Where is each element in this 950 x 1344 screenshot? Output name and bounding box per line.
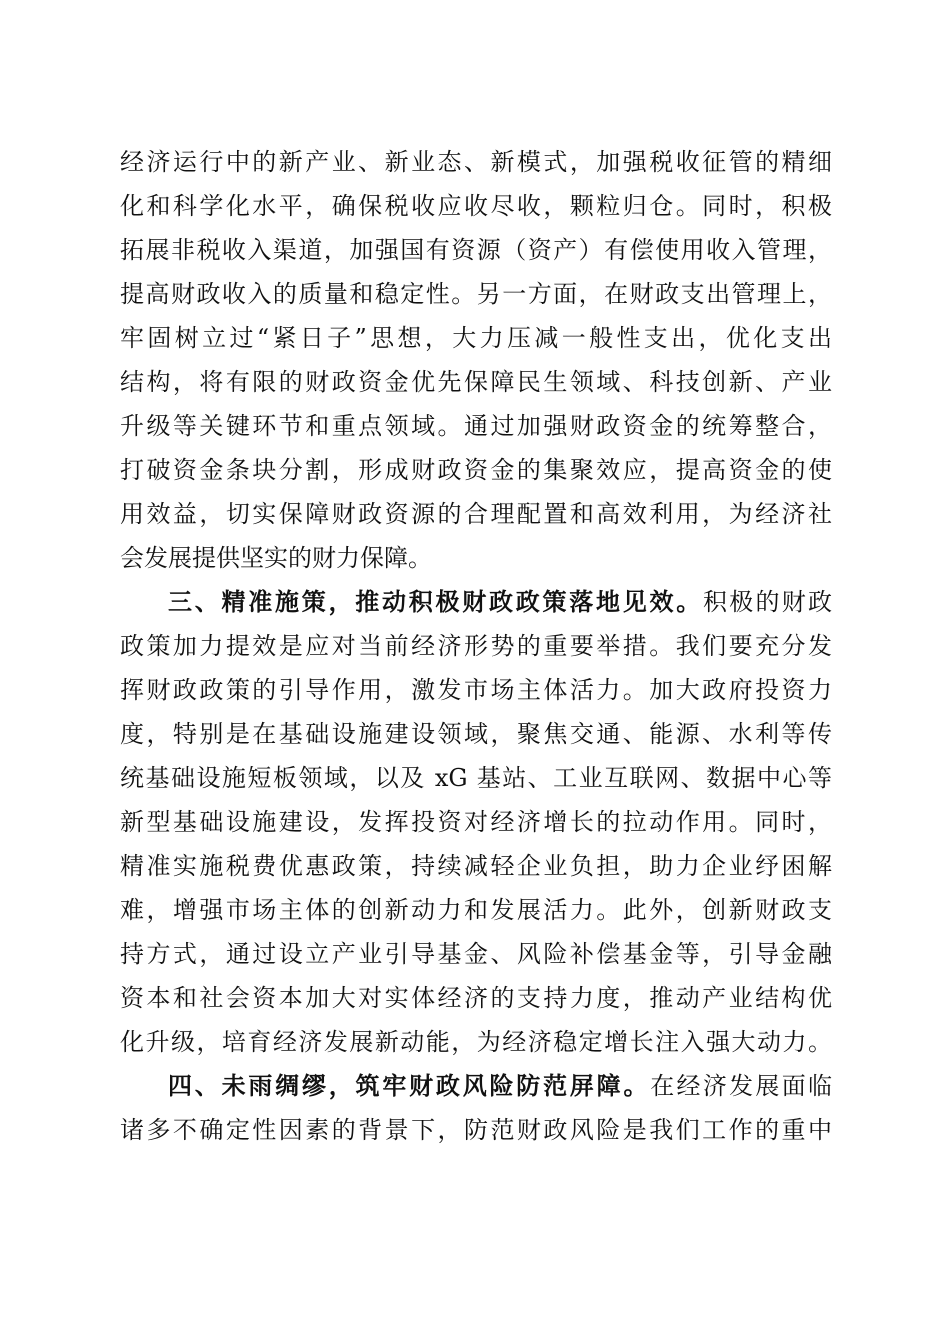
section-heading-three: 三、精准施策，推动积极财政政策落地见效。 (168, 588, 703, 616)
text-line: 结构，将有限的财政资金优先保障民生领域、科技创新、产业 (120, 368, 832, 396)
text-line: 精准实施税费优惠政策，持续减轻企业负担，助力企业纾困解 (120, 852, 832, 880)
text-line: 化升级，培育经济发展新动能，为经济稳定增长注入强大动力。 (120, 1028, 832, 1056)
text-line: 挥财政政策的引导作用，激发市场主体活力。加大政府投资力 (120, 676, 832, 704)
text-span: 在经济发展面临 (650, 1072, 832, 1100)
text-line: 度，特别是在基础设施建设领域，聚焦交通、能源、水利等传 (120, 720, 832, 748)
paragraph-first-line (120, 580, 832, 624)
paragraph-risk-prevention (120, 1064, 832, 1152)
paragraph-fiscal-management (120, 140, 832, 580)
text-line: 提高财政收入的质量和稳定性。另一方面，在财政支出管理上， (120, 280, 832, 308)
section-heading-four: 四、未雨绸缪，筑牢财政风险防范屏障。 (168, 1072, 651, 1100)
text-line: 政策加力提效是应对当前经济形势的重要举措。我们要充分发 (120, 632, 832, 660)
text-line: 诸多不确定性因素的背景下，防范财政风险是我们工作的重中 (120, 1116, 832, 1144)
text-line: 统基础设施短板领域，以及 xG 基站、工业互联网、数据中心等 (120, 764, 832, 792)
text-line: 升级等关键环节和重点领域。通过加强财政资金的统筹整合， (120, 412, 832, 440)
text-line: 资本和社会资本加大对实体经济的支持力度，推动产业结构优 (120, 984, 832, 1012)
paragraph-first-line (120, 1064, 832, 1108)
text-line: 化和科学化水平，确保税收应收尽收，颗粒归仓。同时，积极 (120, 192, 832, 220)
text-line: 新型基础设施建设，发挥投资对经济增长的拉动作用。同时， (120, 808, 832, 836)
document-body (120, 140, 832, 1152)
text-line: 牢固树立过“紧日子”思想，大力压减一般性支出，优化支出 (120, 324, 832, 352)
text-line: 用效益，切实保障财政资源的合理配置和高效利用，为经济社 (120, 500, 832, 528)
text-line: 持方式，通过设立产业引导基金、风险补偿基金等，引导金融 (120, 940, 832, 968)
text-span: 积极的财政 (703, 588, 832, 616)
text-line: 难，增强市场主体的创新动力和发展活力。此外，创新财政支 (120, 896, 832, 924)
text-line: 会发展提供坚实的财力保障。 (120, 544, 432, 572)
paragraph-precise-policy (120, 580, 832, 1064)
text-line: 打破资金条块分割，形成财政资金的集聚效应，提高资金的使 (120, 456, 832, 484)
text-line: 拓展非税收入渠道，加强国有资源（资产）有偿使用收入管理， (120, 236, 832, 264)
text-line: 经济运行中的新产业、新业态、新模式，加强税收征管的精细 (120, 148, 832, 176)
